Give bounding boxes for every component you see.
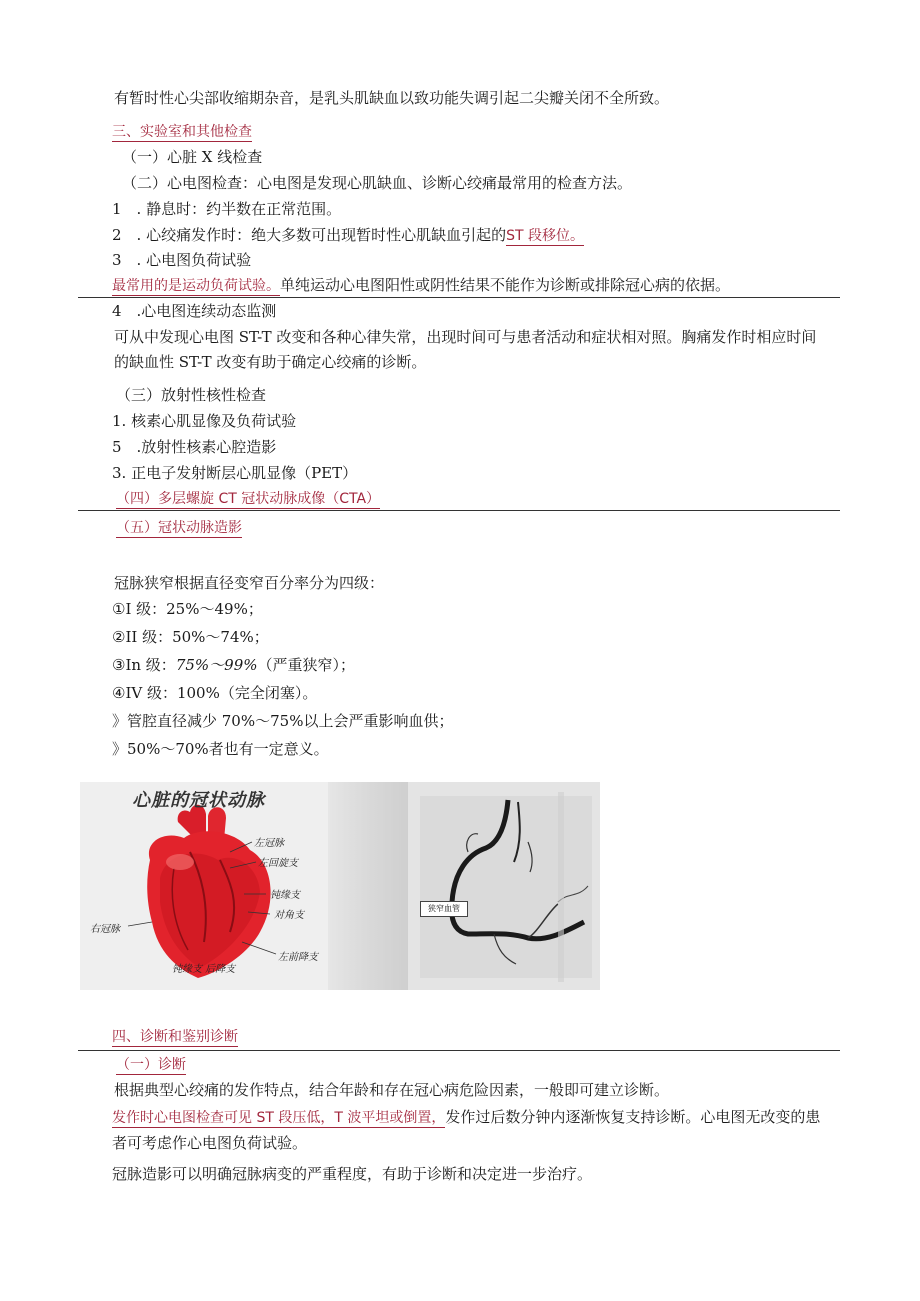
paragraph-murmur: 有暂时性心尖部收缩期杂音，是乳头肌缺血以致功能失调引起二尖瓣关闭不全所致。 [114,89,670,107]
paragraph-stress-note: 最常用的是运动负荷试验。单纯运动心电图阳性或阴性结果不能作为诊断或排除冠心病的依据。 [112,276,731,294]
section-heading-diagnosis: 四、诊断和鉴别诊断 [112,1029,238,1045]
paragraph-diagnosis-2-line2: 者可考虑作心电图负荷试验。 [112,1134,308,1152]
stenosis-label: 狭窄血管 [420,901,468,917]
label-lad: 左前降支 [278,952,318,963]
heart-illustration [80,782,328,990]
list-item-grade-1: ①I 级：25%〜49%； [112,600,263,618]
paragraph-diagnosis-3: 冠脉造影可以明确冠脉病变的严重程度，有助于诊断和决定进一步治疗。 [112,1165,593,1183]
subheading-diagnosis: （一）诊断 [116,1057,186,1073]
list-item-grade-2: ②II 级：50%〜74%； [112,628,269,646]
figure-title: 心脏的冠状动脉 [132,790,265,811]
paragraph-diagnosis-2-line1: 发作时心电图检查可见 ST 段压低，T 波平坦或倒置，发作过后数分钟内逐渐恢复支持诊断。心电图无改变的患 [112,1108,821,1126]
section-heading-lab: 三、实验室和其他检查 [112,124,252,140]
subheading-cta: （四）多层螺旋 CT 冠状动脉成像（CTA） [116,491,381,507]
list-item-holter: 4 .心电图连续动态监测 [112,302,277,320]
list-item-nuclear-2: 5 .放射性核素心腔造影 [112,438,277,456]
coronary-figure [80,782,600,990]
highlight-exercise-test: 最常用的是运动负荷试验。 [112,278,280,294]
label-right: 右冠脉 [90,924,120,935]
highlight-st-shift: ST 段移位。 [506,228,584,244]
paragraph-holter-line1: 可从中发现心电图 ST-T 改变和各种心律失常，出现时间可与患者活动和症状相对照。胸痛发作时相应时间 [114,328,817,346]
angiogram-drawing [408,782,600,990]
list-item-ecg-attack: 2 . 心绞痛发作时：绝大多数可出现暂时性心肌缺血引起的ST 段移位。 [112,226,584,244]
list-item-ecg-stress: 3 . 心电图负荷试验 [112,251,252,269]
list-item-nuclear-1: 1. 核素心肌显像及负荷试验 [112,412,297,430]
list-item-grade-3: ③In 级：75%〜99%（严重狭窄）； [112,656,356,674]
label-obtuse: 钝缘支 [270,890,300,901]
list-item-grade-4: ④IV 级：100%（完全闭塞）。 [112,684,318,702]
label-diagonal: 对角支 [274,910,304,921]
note-reduction-70: 》管腔直径减少 70%〜75%以上会严重影响血供； [112,712,454,730]
divider-1 [78,297,840,298]
label-circumflex: 左回旋支 [258,858,298,869]
angiogram-image [408,782,600,990]
note-reduction-50: 》50%〜70%者也有一定意义。 [112,740,329,758]
figure-gap [328,782,408,990]
divider-2 [78,510,840,511]
paragraph-grade-intro: 冠脉狭窄根据直径变窄百分率分为四级： [114,574,385,592]
paragraph-diagnosis-1: 根据典型心绞痛的发作特点，结合年龄和存在冠心病危险因素，一般即可建立诊断。 [114,1081,670,1099]
divider-3 [78,1050,840,1051]
label-left-main: 左冠脉 [254,838,284,849]
subheading-ecg: （二）心电图检查：心电图是发现心肌缺血、诊断心绞痛最常用的检查方法。 [122,174,633,192]
subheading-angiography: （五）冠状动脉造影 [116,520,242,536]
subheading-nuclear: （三）放射性核性检查 [116,386,267,404]
label-bottom: 钝缘支 后降支 [172,964,236,975]
highlight-st-depression: 发作时心电图检查可见 ST 段压低，T 波平坦或倒置， [112,1110,446,1126]
subheading-xray: （一）心脏 X 线检查 [122,148,263,166]
list-item-nuclear-3: 3. 正电子发射断层心肌显像（PET） [112,464,358,482]
list-item-ecg-rest: 1 . 静息时：约半数在正常范围。 [112,200,342,218]
paragraph-holter-line2: 的缺血性 ST-T 改变有助于确定心绞痛的诊断。 [114,353,427,371]
